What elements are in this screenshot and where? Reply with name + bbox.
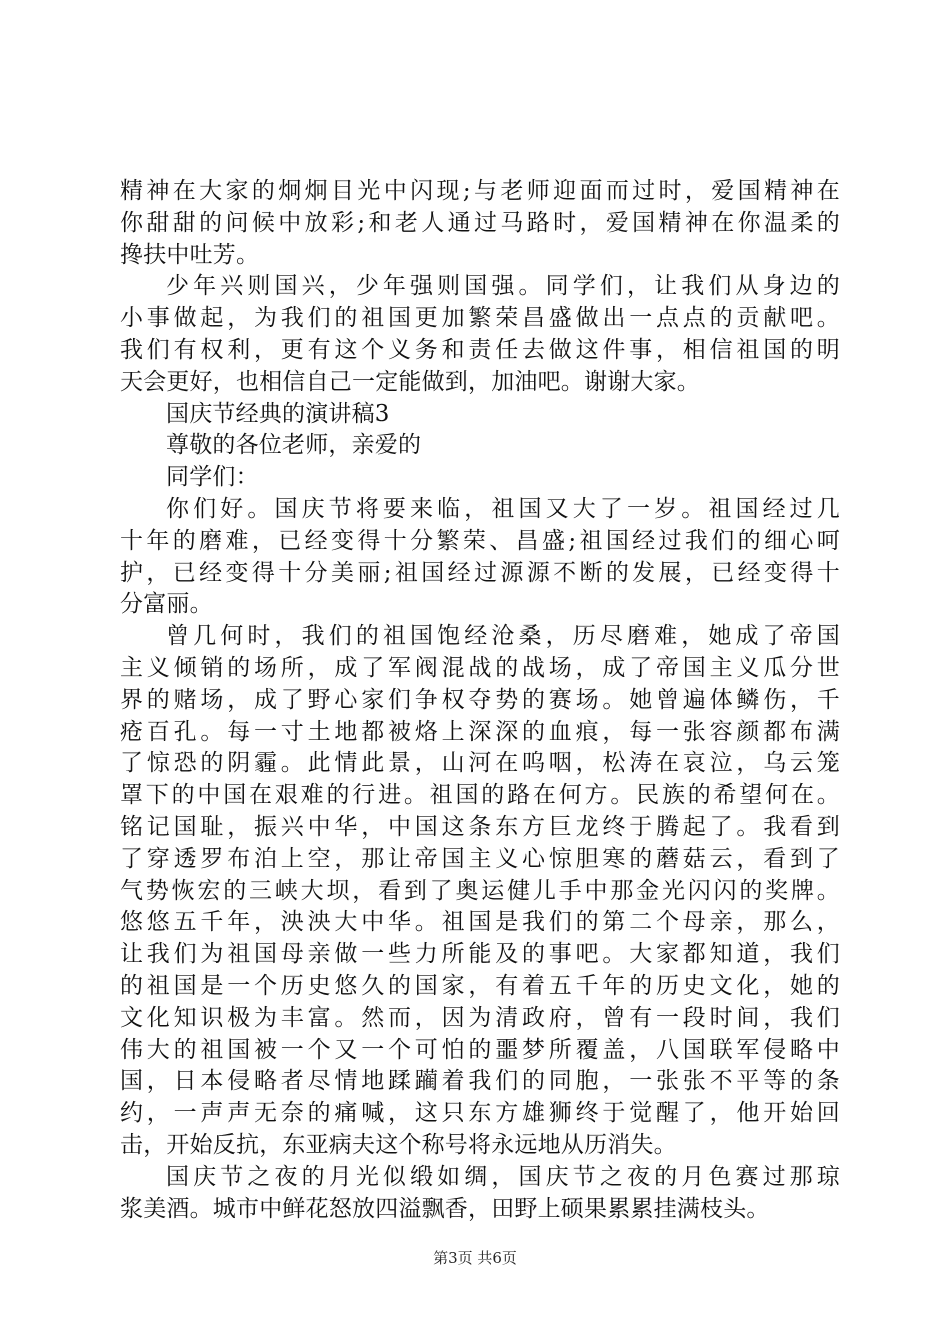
text-line: 少年兴则国兴，少年强则国强。同学们，让我们从身边的	[166, 273, 840, 300]
text-line: 十年的磨难，已经变得十分繁荣、昌盛;祖国经过我们的细心呵	[120, 527, 840, 554]
document-body	[120, 176, 840, 1225]
text-line: 我们有权利，更有这个义务和责任去做这件事，相信祖国的明	[120, 336, 840, 363]
text-line: 文化知识极为丰富。然而，因为清政府，曾有一段时间，我们	[120, 1004, 840, 1031]
paragraph	[120, 176, 840, 271]
paragraph	[120, 621, 840, 1162]
text-line: 曾几何时，我们的祖国饱经沧桑，历尽磨难，她成了帝国	[166, 623, 840, 650]
text-line: 国，日本侵略者尽情地蹂躏着我们的同胞，一张张不平等的条	[120, 1068, 840, 1095]
text-line: 国庆节经典的演讲稿3	[166, 400, 390, 427]
text-line: 击，开始反抗，东亚病夫这个称号将永远地从历消失。	[120, 1131, 677, 1158]
paragraph	[120, 399, 840, 431]
paragraph	[120, 271, 840, 398]
text-line: 同学们：	[166, 464, 259, 491]
text-line: 你们好。国庆节将要来临，祖国又大了一岁。祖国经过几	[166, 495, 840, 522]
text-line: 天会更好，也相信自己一定能做到，加油吧。谢谢大家。	[120, 368, 700, 395]
paragraph	[120, 462, 840, 494]
text-line: 让我们为祖国母亲做一些力所能及的事吧。大家都知道，我们	[120, 941, 840, 968]
paragraph	[120, 494, 840, 621]
text-line: 分富丽。	[120, 591, 213, 618]
text-line: 护，已经变得十分美丽;祖国经过源源不断的发展，已经变得十	[120, 559, 840, 586]
text-line: 国庆节之夜的月光似缎如绸，国庆节之夜的月色赛过那琼	[166, 1163, 840, 1190]
text-line: 约，一声声无奈的痛喊，这只东方雄狮终于觉醒了，他开始回	[120, 1100, 840, 1127]
text-line: 小事做起，为我们的祖国更加繁荣昌盛做出一点点的贡献吧。	[120, 305, 840, 332]
text-line: 界的赌场，成了野心家们争权夺势的赛场。她曾遍体鳞伤，千	[120, 686, 840, 713]
text-line: 气势恢宏的三峡大坝，看到了奥运健儿手中那金光闪闪的奖牌。	[120, 877, 840, 904]
text-line: 搀扶中吐芳。	[120, 241, 260, 268]
text-line: 精神在大家的炯炯目光中闪现;与老师迎面而过时，爱国精神在	[120, 178, 840, 204]
paragraph	[120, 1162, 840, 1226]
text-line: 你甜甜的问候中放彩;和老人通过马路时，爱国精神在你温柔的	[120, 209, 840, 236]
text-line: 悠悠五千年，泱泱大中华。祖国是我们的第二个母亲，那么，	[120, 909, 840, 936]
text-line: 了惊恐的阴霾。此情此景，山河在呜咽，松涛在哀泣，乌云笼	[120, 750, 840, 777]
text-line: 浆美酒。城市中鲜花怒放四溢飘香，田野上硕果累累挂满枝头。	[120, 1195, 770, 1222]
text-line: 疮百孔。每一寸土地都被烙上深深的血痕，每一张容颜都布满	[120, 718, 840, 745]
text-line: 主义倾销的场所，成了军阀混战的战场，成了帝国主义瓜分世	[120, 654, 840, 681]
text-line: 罩下的中国在艰难的行进。祖国的路在何方。民族的希望何在。	[120, 782, 840, 809]
text-line: 伟大的祖国被一个又一个可怕的噩梦所覆盖，八国联军侵略中	[120, 1036, 840, 1063]
text-line: 了穿透罗布泊上空，那让帝国主义心惊胆寒的蘑菇云，看到了	[120, 845, 840, 872]
page-footer: 第3页 共6页	[433, 1249, 517, 1267]
text-line: 铭记国耻，振兴中华，中国这条东方巨龙终于腾起了。我看到	[120, 813, 840, 840]
text-line: 尊敬的各位老师，亲爱的	[166, 432, 422, 459]
paragraph	[120, 430, 840, 462]
text-line: 的祖国是一个历史悠久的国家，有着五千年的历史文化，她的	[120, 972, 840, 999]
